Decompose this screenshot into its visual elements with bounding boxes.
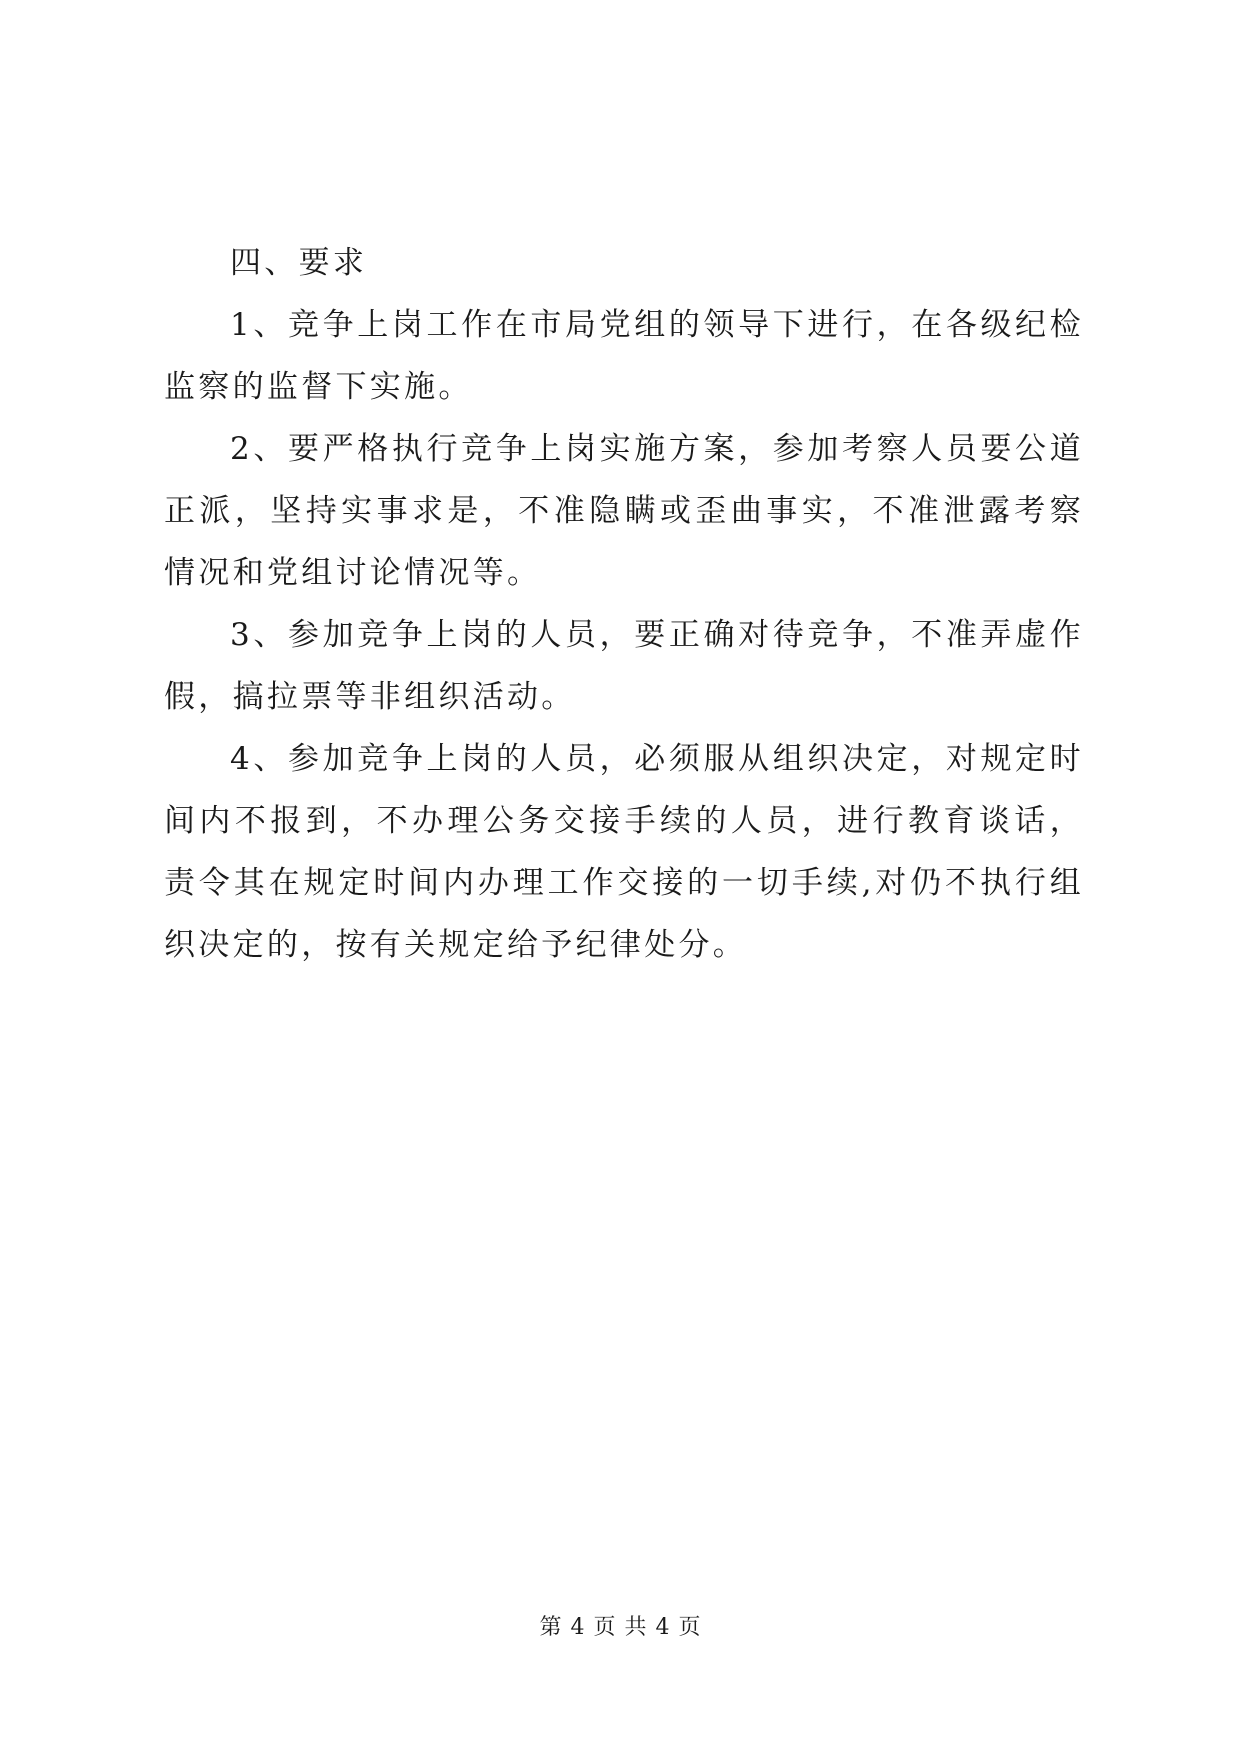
section-heading: 四、要求 (230, 245, 368, 281)
paragraph-2: 2、要严格执行竞争上岗实施方案，参加考察人员要公道正派，坚持实事求是，不准隐瞒或歪曲事实，不准泄露考察情况和党组讨论情况等。 (164, 431, 1084, 591)
paragraph-3: 3、参加竞争上岗的人员，要正确对待竞争，不准弄虚作假，搞拉票等非组织活动。 (164, 617, 1084, 715)
paragraph-4: 4、参加竞争上岗的人员，必须服从组织决定，对规定时间内不报到，不办理公务交接手续的人员，进行教育谈话，责令其在规定时间内办理工作交接的一切手续,对仍不执行组织决定的，按有关规定给予纪律处分。 (164, 741, 1084, 963)
page-number-footer: 第 4 页 共 4 页 (539, 1615, 702, 1640)
paragraph-1: 1、竞争上岗工作在市局党组的领导下进行，在各级纪检监察的监督下实施。 (164, 307, 1084, 405)
document-body (164, 232, 1084, 976)
